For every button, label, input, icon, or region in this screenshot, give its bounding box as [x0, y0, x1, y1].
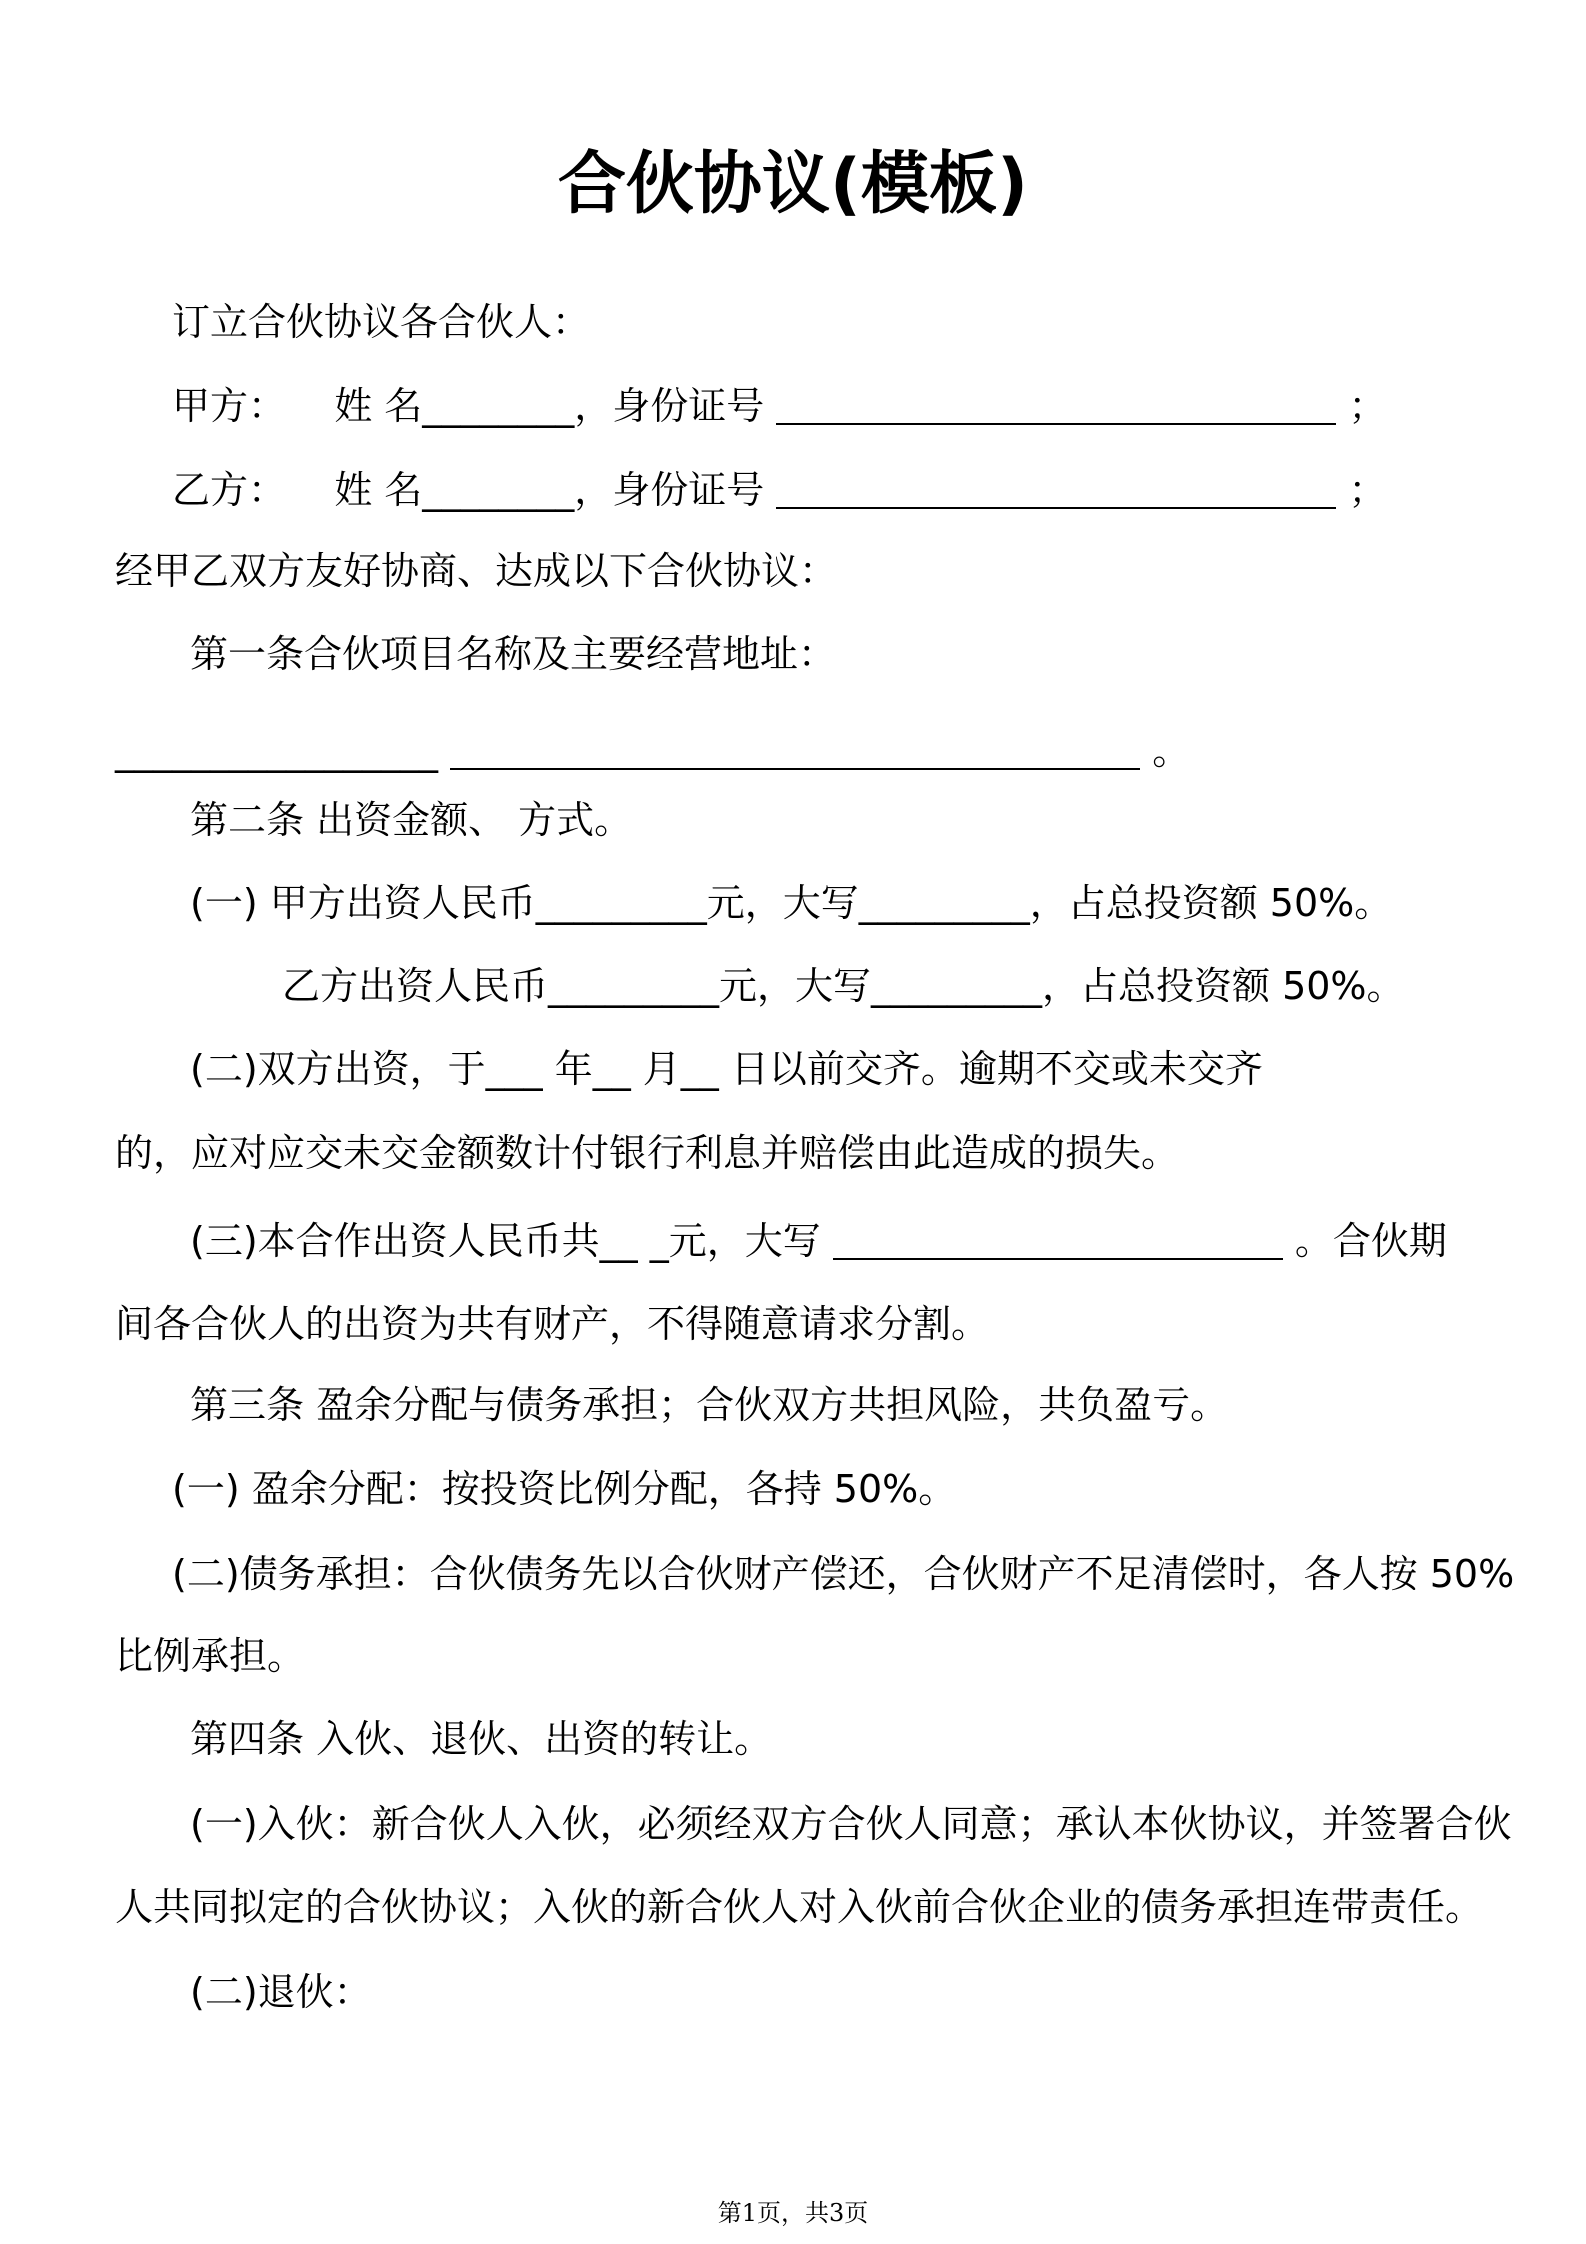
article4-item1-line2: 人共同拟定的合伙协议；入伙的新合伙人对入伙前合伙企业的债务承担连带责任。 [115, 1885, 1484, 1929]
article1-blank-prefix: _________________ [115, 729, 438, 773]
article1-address-line [115, 725, 1190, 777]
article2-item3-suffix: 。合伙期 [1294, 1219, 1447, 1263]
article3-item2-line1: (二)债务承担：合伙债务先以合伙财产偿还，合伙财产不足清偿时，各人按 50% [172, 1552, 1515, 1596]
page-footer: 第1页，共3页 [717, 2199, 869, 2227]
party-a-name-label: 姓 名________，身份证号 [334, 384, 765, 428]
party-b-label: 乙方： [172, 468, 287, 512]
parties-intro: 订立合伙协议各合伙人： [172, 300, 591, 344]
article4-item2: (二)退伙： [190, 1970, 372, 2014]
party-a-label: 甲方： [172, 384, 287, 428]
party-b-id-blank [776, 467, 1336, 509]
article3-item1: (一) 盈余分配：按投资比例分配，各持 50%。 [172, 1467, 957, 1511]
article2-item2-line1: (二)双方出资，于___ 年__ 月__ 日以前交齐。逾期不交或未交齐 [190, 1047, 1263, 1091]
consensus-text: 经甲乙双方友好协商、达成以下合伙协议： [115, 549, 838, 593]
article1-end: 。 [1152, 729, 1191, 773]
party-a-line [172, 380, 1387, 432]
article4-heading: 第四条 入伙、退伙、出资的转让。 [190, 1717, 773, 1761]
article4-item1-line1: (一)入伙：新合伙人入伙，必须经双方合伙人同意；承认本伙协议，并签署合伙 [190, 1802, 1512, 1846]
party-b-name-label: 姓 名________，身份证号 [334, 468, 765, 512]
article3-heading: 第三条 盈余分配与债务承担；合伙双方共担风险，共负盈亏。 [190, 1383, 1229, 1427]
article2-item3-prefix: (三)本合作出资人民币共__ _元，大写 [190, 1219, 821, 1263]
party-a-id-blank [776, 383, 1336, 425]
article1-address-blank [450, 728, 1140, 770]
article2-item3-blank [833, 1218, 1283, 1260]
document-title: 合伙协议(模板) [557, 145, 1029, 224]
party-a-end: ； [1348, 384, 1387, 428]
article2-heading: 第二条 出资金额、 方式。 [190, 798, 633, 842]
party-b-end: ； [1348, 468, 1387, 512]
article2-item3-line1 [190, 1215, 1447, 1267]
article2-item3-line2: 间各合伙人的出资为共有财产，不得随意请求分割。 [115, 1302, 990, 1346]
article3-item2-line2: 比例承担。 [115, 1634, 306, 1678]
article1-heading: 第一条合伙项目名称及主要经营地址： [190, 632, 837, 676]
article2-item2-line2: 的，应对应交未交金额数计付银行利息并赔偿由此造成的损失。 [115, 1131, 1180, 1175]
article2-item1-a: (一) 甲方出资人民币_________元，大写_________，占总投资额 50%。 [190, 881, 1393, 925]
party-b-line [172, 464, 1387, 516]
article2-item1-b: 乙方出资人民币_________元，大写_________，占总投资额 50%。 [282, 964, 1405, 1008]
